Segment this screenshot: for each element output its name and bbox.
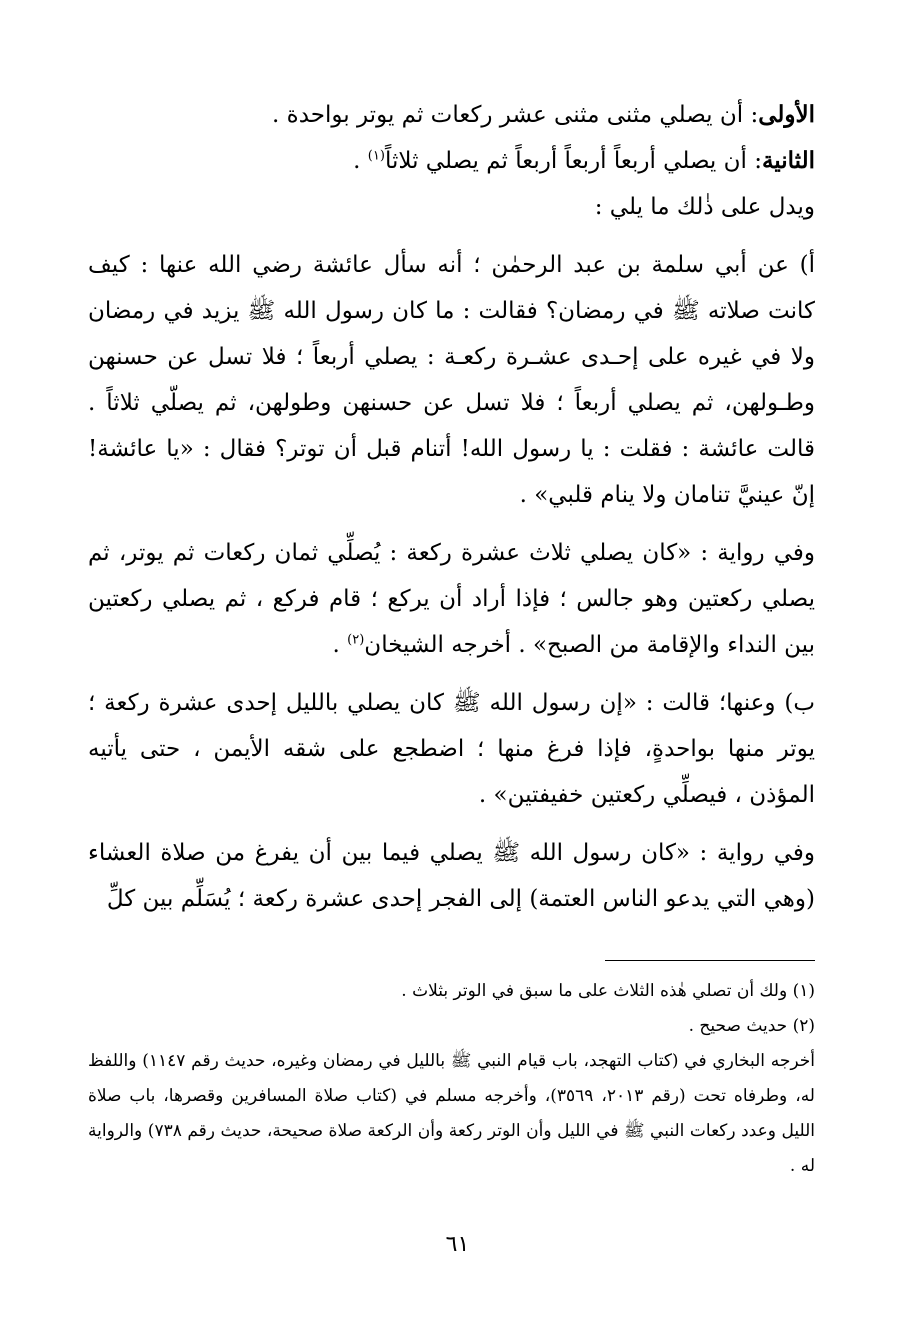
footnotes bbox=[88, 974, 815, 1184]
footnote-2: (٢) حديث صحيح . bbox=[688, 1016, 815, 1036]
hadith-a-riwaya bbox=[88, 530, 815, 668]
hadith-a: أ) عن أبي سلمة بن عبد الرحمٰن ؛ أنه سأل عائشة رضي الله عنها : كيف كانت صلاته ﷺ في رمضان؟ فقالت : ما كان رسول الله ﷺ يزيد في رمضان ولا في غيره على إحـدى عشـرة ركعـة : يصلي أربعاً ؛ فلا تسل عن حسنهن وطـولهن، ثم يصلي أربعاً ؛ فلا تسل عن حسنهن وطولهن، ثم يصلّي ثلاثاً . قالت عائشة : فقلت : يا رسول الله! أتنام قبل أن توتر؟ فقال : «يا عائشة! إنّ عينيَّ تنامان ولا ينام قلبي» . bbox=[88, 252, 815, 508]
footnote-2-detail: أخرجه البخاري في (كتاب التهجد، باب قيام النبي ﷺ بالليل في رمضان وغيره، حديث رقم ١١٤٧) واللفظ له، وطرفاه تحت (رقم ٢٠١٣، ٣٥٦٩)، وأخرجه مسلم في (كتاب صلاة المسافرين وقصرها، باب صلاة الليل وعدد ركعات النبي ﷺ في الليل وأن الوتر ركعة وأن الركعة صلاة صحيحة، حديث رقم ٧٣٨) والرواية له . bbox=[88, 1051, 816, 1176]
first-method-label: الأولى bbox=[758, 101, 815, 128]
main-text bbox=[88, 92, 815, 930]
footnote-separator bbox=[605, 960, 815, 961]
hadith-a-riwaya-text: وفي رواية : «كان يصلي ثلاث عشرة ركعة : يُصلِّي ثمان ركعات ثم يوتر، ثم يصلي ركعتين وهو جالس ؛ فإذا أراد أن يركع ؛ قام فركع ، ثم يصلي ركعتين بين النداء والإقامة من الصبح» . أخرجه الشيخان bbox=[88, 540, 815, 658]
second-method-text: : أن يصلي أربعاً أربعاً أربعاً ثم يصلي ثلاثاً bbox=[384, 148, 762, 174]
second-method bbox=[88, 138, 815, 184]
second-method-end: . bbox=[353, 148, 368, 174]
hadith-a-riwaya-end: . bbox=[332, 632, 348, 658]
evidence-lead: ويدل على ذٰلك ما يلي : bbox=[594, 194, 815, 220]
first-method-text: : أن يصلي مثنى مثنى عشر ركعات ثم يوتر بواحدة . bbox=[272, 102, 759, 128]
first-method bbox=[88, 92, 815, 138]
hadith-b-riwaya: وفي رواية : «كان رسول الله ﷺ يصلي فيما بين أن يفرغ من صلاة العشاء (وهي التي يدعو الناس العتمة) إلى الفجر إحدى عشرة ركعة ؛ يُسَلِّم بين كلِّ bbox=[88, 840, 815, 912]
page-number: ٦١ bbox=[445, 1232, 470, 1257]
second-method-label: الثانية bbox=[761, 147, 815, 174]
footnote-ref-2: (٢) bbox=[347, 632, 365, 648]
footnote-1: (١) ولك أن تصلي هٰذه الثلاث على ما سبق في الوتر بثلاث . bbox=[401, 981, 815, 1001]
hadith-b: ب) وعنها؛ قالت : «إن رسول الله ﷺ كان يصلي بالليل إحدى عشرة ركعة ؛ يوتر منها بواحدةٍ، فإذا فرغ منها ؛ اضطجع على شقه الأيمن ، حتى يأتيه المؤذن ، فيصلِّي ركعتين خفيفتين» . bbox=[88, 690, 815, 808]
footnote-ref-1: (١) bbox=[367, 148, 385, 164]
